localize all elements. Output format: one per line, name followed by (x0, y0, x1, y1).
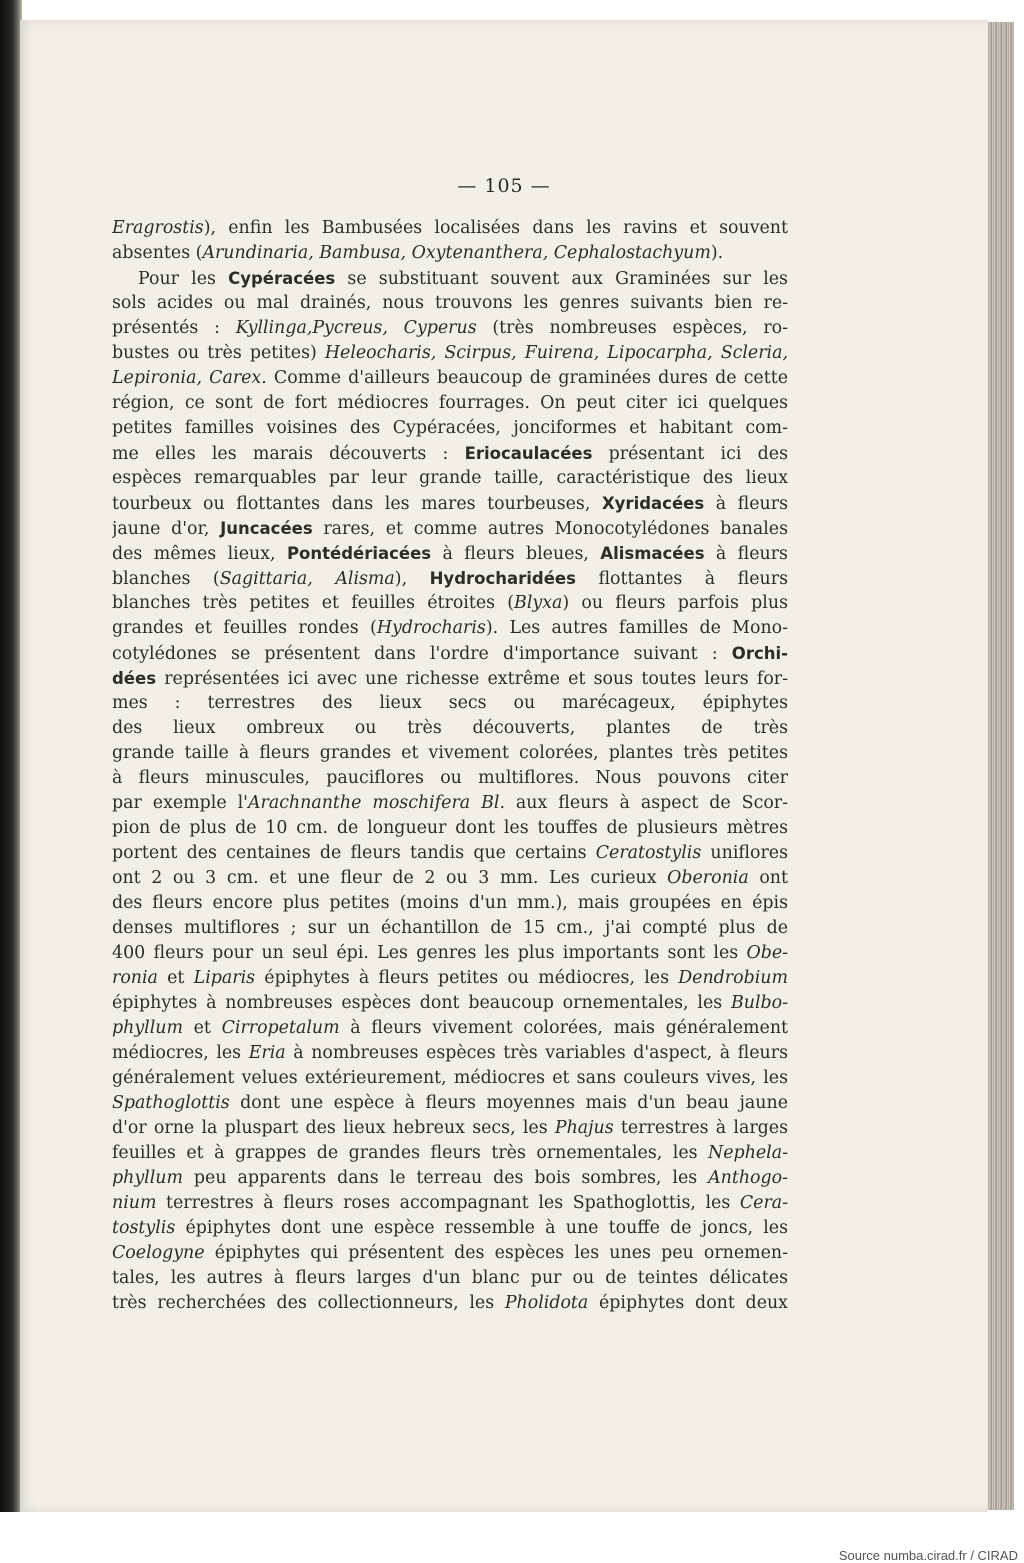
text-run: généralement velues extérieurement, médiocres et sans couleurs vives, les (112, 1068, 788, 1088)
text-run: des mêmes lieux, (112, 544, 287, 564)
text-run: sols acides ou mal drainés, nous trouvons les genres suivants bien re- (112, 293, 788, 313)
text-run: présentant ici des (592, 444, 788, 464)
book-binding (0, 0, 22, 1512)
italic-text: tostylis (112, 1218, 176, 1238)
italic-text: phyllum (112, 1168, 183, 1188)
text-run: espèces remarquables par leur grande taille, caractéristique des lieux (112, 468, 788, 488)
text-line (112, 1116, 788, 1141)
text-line (112, 1141, 788, 1166)
text-run: tales, les autres à fleurs larges d'un blanc pur ou de teintes délicates (112, 1268, 788, 1288)
text-line (112, 1291, 788, 1316)
text-run: 400 fleurs pour un seul épi. Les genres les plus importants sont les (112, 943, 747, 963)
source-credit: Source numba.cirad.fr / CIRAD (838, 1548, 1018, 1563)
text-line (112, 1166, 788, 1191)
text-run: grande taille à fleurs grandes et vivement colorées, plantes très petites (112, 743, 788, 763)
bold-term: Orchi- (731, 644, 788, 663)
text-line (112, 691, 788, 716)
italic-text: Cirropetalum (221, 1018, 340, 1038)
text-run: petites familles voisines des Cypéracées, jonciformes et habitant com- (112, 418, 788, 438)
text-line (112, 641, 788, 666)
text-line (112, 991, 788, 1016)
text-run: ). Les autres familles de Mono- (485, 618, 788, 638)
bold-term: Hydrocharidées (429, 569, 576, 588)
text-run: épiphytes à fleurs petites ou médiocres, les (255, 968, 679, 988)
text-run: uniflores (701, 843, 788, 863)
text-run: Comme d'ailleurs beaucoup de graminées dures de cette (266, 368, 788, 388)
text-line (112, 616, 788, 641)
text-run: des fleurs encore plus petites (moins d'un mm.), mais groupées en épis (112, 893, 788, 913)
bold-term: dées (112, 669, 157, 688)
text-run: blanches ( (112, 569, 220, 589)
text-run: peu apparents dans le terreau des bois sombres, les (182, 1168, 709, 1188)
text-run: ), enfin les Bambusées localisées dans les ravins et souvent (203, 218, 788, 238)
text-line (112, 391, 788, 416)
text-line (112, 366, 788, 391)
text-line (112, 916, 788, 941)
italic-text: Heleocharis, Scirpus, Fuirena, Lipocarpha, Scleria, (324, 343, 788, 363)
text-run: dont une espèce à fleurs moyennes mais d'un beau jaune (229, 1093, 788, 1113)
text-line (112, 416, 788, 441)
text-line (112, 1191, 788, 1216)
bold-term: Xyridacées (601, 494, 705, 513)
text-line (112, 491, 788, 516)
italic-text: Eria (248, 1043, 286, 1063)
italic-text: Oberonia (667, 868, 749, 888)
italic-text: Anthogo- (708, 1168, 788, 1188)
text-line (112, 466, 788, 491)
text-line (112, 816, 788, 841)
text-run: Pour les (138, 269, 229, 289)
text-run: cotylédones se présentent dans l'ordre d'importance suivant : (112, 644, 732, 664)
text-line (112, 791, 788, 816)
text-line (112, 241, 788, 266)
bold-term: Pontédériacées (286, 544, 432, 563)
text-line (112, 291, 788, 316)
italic-text: Obe- (746, 943, 788, 963)
text-run: ont 2 ou 3 cm. et une fleur de 2 ou 3 mm. Les curieux (112, 868, 668, 888)
text-run: denses multiflores ; sur un échantillon de 15 cm., j'ai compté plus de (112, 918, 788, 938)
text-line (112, 341, 788, 366)
italic-text: Dendrobium (678, 968, 788, 988)
text-run: à fleurs (704, 494, 788, 514)
text-line (112, 941, 788, 966)
bold-term: Alismacées (600, 544, 705, 563)
text-line (112, 566, 788, 591)
text-run: terrestres à larges (613, 1118, 788, 1138)
text-line (112, 541, 788, 566)
text-run: mes : terrestres des lieux secs ou marécageux, épiphytes (112, 693, 788, 713)
page-number: — 105 — (457, 175, 551, 197)
italic-text: Kyllinga,Pycreus, Cyperus (235, 318, 477, 338)
text-run: des lieux ombreux ou très découverts, plantes de très (112, 718, 788, 738)
text-run: bustes ou très petites) (112, 343, 325, 363)
text-run: épiphytes qui présentent des espèces les unes peu ornemen- (204, 1243, 788, 1263)
bold-term: Juncacées (220, 519, 313, 538)
text-run: très recherchées des collectionneurs, les (112, 1293, 505, 1313)
italic-text: Pholidota (504, 1293, 589, 1313)
bold-term: Eriocaulacées (464, 444, 593, 463)
text-run: médiocres, les (112, 1043, 249, 1063)
text-run: ) ou fleurs parfois plus (562, 593, 788, 613)
text-line (112, 1241, 788, 1266)
text-line (112, 316, 788, 341)
text-run: et (182, 1018, 222, 1038)
italic-text: Spathoglottis (112, 1093, 230, 1113)
text-run: terrestres à fleurs roses accompagnant les Spathoglottis, les (156, 1193, 740, 1213)
text-run: à fleurs (704, 544, 788, 564)
text-run: à fleurs minuscules, pauciflores ou multiflores. Nous pouvons citer (112, 768, 788, 788)
text-run: région, ce sont de fort médiocres fourrages. On peut citer ici quelques (112, 393, 788, 413)
text-line (112, 1091, 788, 1116)
italic-text: Sagittaria, Alisma (219, 569, 395, 589)
text-line (112, 1266, 788, 1291)
text-run: et (157, 968, 194, 988)
text-run: épiphytes dont deux (588, 1293, 788, 1313)
italic-text: Cera- (739, 1193, 788, 1213)
text-line (112, 1016, 788, 1041)
text-run: à fleurs bleues, (431, 544, 601, 564)
text-run: flottantes à fleurs (575, 569, 788, 589)
page-edges (988, 22, 1014, 1510)
text-run: à nombreuses espèces très variables d'aspect, à fleurs (285, 1043, 788, 1063)
italic-text: nium (112, 1193, 157, 1213)
text-run: absentes ( (112, 243, 203, 263)
italic-text: Eragrostis (112, 218, 204, 238)
text-run: (très nombreuses espèces, ro- (476, 318, 788, 338)
text-line (112, 891, 788, 916)
text-run: grandes et feuilles rondes ( (112, 618, 377, 638)
text-line (112, 716, 788, 741)
italic-text: Hydrocharis (376, 618, 486, 638)
italic-text: Bulbo- (730, 993, 788, 1013)
book-page (20, 20, 988, 1512)
text-line (112, 866, 788, 891)
text-run: rares, et comme autres Monocotylédones banales (312, 519, 788, 539)
text-run: présentés : (112, 318, 236, 338)
italic-text: phyllum (112, 1018, 183, 1038)
italic-text: Coelogyne (112, 1243, 205, 1263)
text-line (112, 766, 788, 791)
text-run: portent des centaines de fleurs tandis que certains (112, 843, 596, 863)
text-run: pion de plus de 10 cm. de longueur dont les touffes de plusieurs mètres (112, 818, 788, 838)
text-line (112, 1041, 788, 1066)
text-line (112, 666, 788, 691)
text-line (112, 841, 788, 866)
text-line (112, 966, 788, 991)
italic-text: ronia (112, 968, 158, 988)
text-line (112, 741, 788, 766)
text-run: feuilles et à grappes de grandes fleurs très ornementales, les (112, 1143, 709, 1163)
italic-text: Arachnanthe moschifera Bl. (247, 793, 505, 813)
text-run: se substituant souvent aux Graminées sur les (335, 269, 788, 289)
italic-text: Nephela- (708, 1143, 788, 1163)
text-run: tourbeux ou flottantes dans les mares tourbeuses, (112, 494, 602, 514)
text-line (112, 266, 788, 291)
text-line (112, 591, 788, 616)
text-line (112, 1216, 788, 1241)
bottom-strip (0, 1512, 1024, 1541)
text-line (112, 441, 788, 466)
text-run: ont (748, 868, 788, 888)
italic-text: Lepironia, Carex. (112, 368, 267, 388)
text-run: aux fleurs à aspect de Scor- (504, 793, 788, 813)
italic-text: Arundinaria, Bambusa, Oxytenanthera, Cephalostachyum (202, 243, 711, 263)
text-line (112, 216, 788, 241)
bold-term: Cypéracées (228, 269, 336, 288)
italic-text: Liparis (193, 968, 256, 988)
text-run: me elles les marais découverts : (112, 444, 465, 464)
text-run: d'or orne la pluspart des lieux hebreux secs, les (112, 1118, 555, 1138)
text-run: épiphytes dont une espèce ressemble à une touffe de joncs, les (175, 1218, 788, 1238)
text-run: jaune d'or, (112, 519, 221, 539)
text-line (112, 516, 788, 541)
text-run: blanches très petites et feuilles étroites ( (112, 593, 515, 613)
text-run: à fleurs vivement colorées, mais généralement (339, 1018, 788, 1038)
text-run: épiphytes à nombreuses espèces dont beaucoup ornementales, les (112, 993, 731, 1013)
italic-text: Phajus (554, 1118, 614, 1138)
text-run: ), (394, 569, 430, 589)
italic-text: Ceratostylis (595, 843, 702, 863)
body-text (112, 216, 788, 1316)
text-run: représentées ici avec une richesse extrême et sous toutes leurs for- (156, 669, 788, 689)
text-run: ). (710, 243, 724, 263)
text-line (112, 1066, 788, 1091)
text-run: par exemple l' (112, 793, 248, 813)
italic-text: Blyxa (514, 593, 563, 613)
